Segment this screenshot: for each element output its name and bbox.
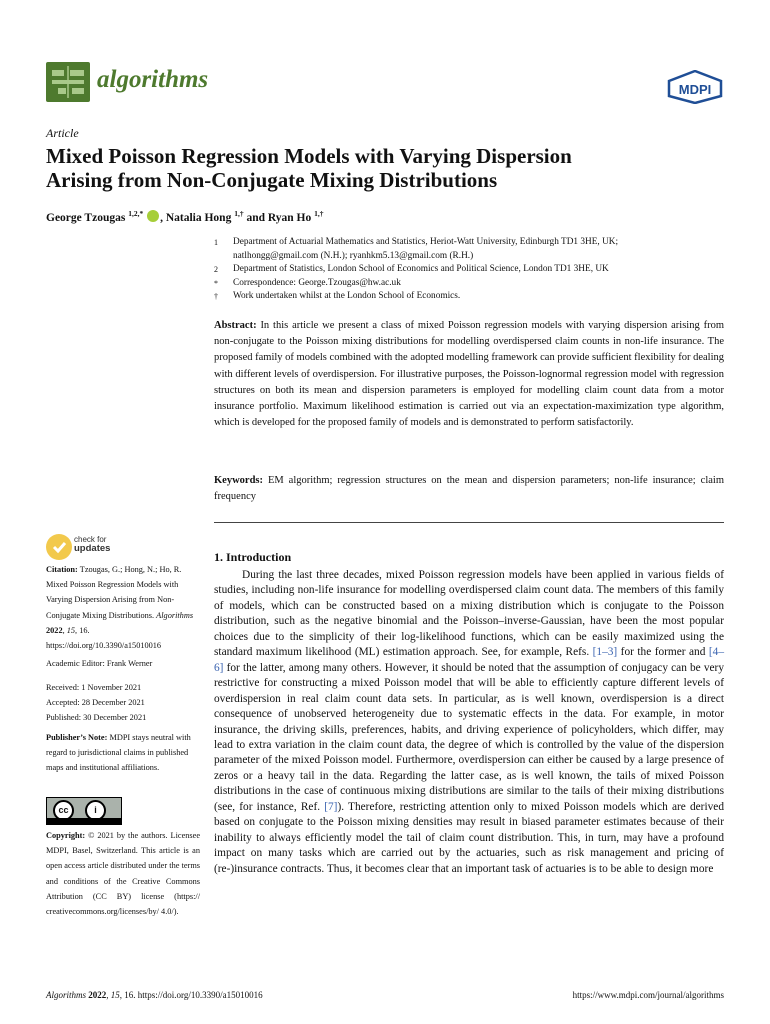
author-superscript: 1,2,*	[128, 209, 144, 218]
footer-year: 2022	[88, 990, 107, 1000]
footer-journal: Algorithms	[46, 990, 87, 1000]
page-title	[46, 144, 736, 192]
journal-name: algorithms	[97, 66, 209, 93]
author-superscript: 1,†	[234, 209, 244, 218]
mdpi-logo-text: MDPI	[678, 82, 712, 97]
cc-badge-bar	[47, 818, 121, 824]
paragraph-text: During the last three decades, mixed Poisson regression models have been applied in various fields of studies, including non-life insurance for modelling overdispersed claim count data. The members of this family of models, which can be constructed based on a mixing distribution which is conjugate to the Poisson distribution, such as the negative binomial and the Poisson–inverse-Gaussian, have been the most popular choices due to the simplicity of their log-likelihood functions, which can be easily maximized using the standard maximum likelihood (ML) estimation approach. See, for example, Refs.	[214, 569, 724, 659]
correspondence	[214, 277, 734, 291]
received-date: Received: 1 November 2021	[46, 683, 142, 692]
academic-editor: Academic Editor: Frank Werner	[46, 659, 153, 668]
publisher-note-text: MDPI stays neutral with regard to jurisdictional claims in published maps and institutional affiliations.	[46, 733, 191, 773]
article-type: Article	[46, 126, 79, 140]
paragraph-text: for the latter, among many others. However, it should be noted that the assumption of conjugacy can be very restrictive for constructing a mixed Poisson model that will be able to efficiently capture different levels of overdispersion in real claim count data sets. In particular, as is well known, overdispersion is a direct consequence of unobserved heterogeneity due to systematic effects in the data. For example, in motor insurance, the driving skills, preferences, habits, and driving experience of policyholders, which differ, may lead to extra variation in the claim count data, the degree of which is controlled by the value of the dispersion parameter of the mixed Poisson model. Furthermore, overdispersion can either be caused by a large presence of zeros or a heavy tail in the data. Regarding the latter case, as is well known, the tails of mixed Poisson distributions in the case of continuous mixing distributions are similar to the tails of their mixing distributions (see, for instance, Ref.	[214, 661, 724, 813]
abstract-label: Abstract:	[214, 320, 257, 331]
citation-text: Tzougas, G.; Hong, N.; Ho, R. Mixed Poisson Regression Models with Varying Dispersion Arising from Non-Conjugate Mixing Distributions.	[46, 565, 182, 620]
mdpi-logo	[666, 70, 724, 109]
check-updates-label	[74, 535, 110, 553]
introduction-body	[214, 568, 724, 877]
affiliations	[214, 236, 734, 304]
orcid-icon[interactable]	[147, 210, 159, 222]
footer-journal-url[interactable]: https://www.mdpi.com/journal/algorithms	[572, 990, 724, 1000]
divider	[214, 522, 724, 523]
affiliation-mark: 2	[214, 265, 218, 275]
affiliation-mark: 1	[214, 238, 218, 247]
abstract	[214, 318, 724, 431]
affiliation-emails[interactable]: natlhongg@gmail.com (N.H.); ryanhkm5.13@gmail.com (R.H.)	[233, 250, 474, 261]
publisher-note	[46, 730, 200, 776]
citation-link[interactable]: [1–3]	[592, 646, 618, 659]
footer-volume: 15	[110, 990, 120, 1000]
author-note	[214, 290, 734, 304]
publisher-note-label: Publisher’s Note:	[46, 733, 108, 742]
citation-year: 2022	[46, 625, 63, 635]
citation-label: Citation:	[46, 565, 78, 574]
journal-logo-icon	[46, 62, 90, 102]
footer-citation: Algorithms 2022, 15, 16. https://doi.org/10.3390/a15010016	[46, 990, 263, 1000]
accepted-date: Accepted: 28 December 2021	[46, 698, 145, 708]
author-name[interactable]: Natalia Hong	[165, 211, 232, 224]
affiliation-text: Department of Actuarial Mathematics and Statistics, Heriot-Watt University, Edinburgh TD1 3HE, UK;	[233, 237, 619, 247]
title-line-1: Mixed Poisson Regression Models with Varying Dispersion	[46, 144, 572, 168]
author-separator: ,	[160, 211, 166, 224]
affiliation-text: Department of Statistics, London School of Economics and Political Science, London TD1 3HE, UK	[233, 264, 609, 275]
check-updates-line1: check for	[74, 535, 107, 544]
citation-volume: 15	[66, 625, 76, 635]
citation-link[interactable]: [4–6]	[214, 646, 724, 674]
copyright-text: © 2021 by the authors. Licensee MDPI, Basel, Switzerland. This article is an open access article distributed under the terms and conditions of the Creative Commons Attribution (CC BY) license (https:// creativecommons.org/licenses/by/ 4.0/).	[46, 831, 200, 917]
author-name[interactable]: Ryan Ho	[267, 211, 312, 224]
author-superscript: 1,†	[314, 209, 324, 218]
check-updates-icon	[46, 534, 72, 560]
citation-link[interactable]: [7]	[324, 800, 338, 813]
affiliation-mark: †	[214, 292, 218, 302]
by-icon: i	[85, 800, 106, 821]
affiliation-mark: *	[214, 278, 218, 288]
paragraph-text: ). Therefore, restricting attention only to mixed Poisson models which are derived based on conjugate to the Poisson mixing densities may result in biased parameter estimates because of their inability to always efficiently model the tail of claim count distribution. This, in turn, may have a profound impact on many tasks which are carried out by the actuaries, such as risk management and pricing of (re-)insurance contracts. Thus, it becomes clear that an important task of actuaries is to be able to design more	[214, 800, 724, 875]
keywords-text: EM algorithm; regression structures on the mean and dispersion parameters; non-life insurance; claim frequency	[214, 475, 725, 503]
title-line-2: Arising from Non-Conjugate Mixing Distributions	[46, 168, 498, 192]
affiliation	[214, 236, 734, 263]
keywords	[214, 473, 724, 505]
cc-icon: cc	[53, 800, 74, 821]
paragraph	[214, 568, 724, 877]
check-updates-line2: updates	[74, 543, 111, 554]
citation: Citation: Tzougas, G.; Hong, N.; Ho, R. Mixed Poisson Regression Models with Varying Dispersion Arising from Non-Conjugate Mixing Distributions. Algorithms 2022, 15, 16. https://doi.org/10.3390/a15010016	[46, 565, 194, 651]
section-heading: 1. Introduction	[214, 550, 292, 564]
footer-doi[interactable]: , 16. https://doi.org/10.3390/a15010016	[119, 990, 263, 1000]
citation-journal: Algorithms	[156, 610, 194, 620]
correspondence-text[interactable]: Correspondence: George.Tzougas@hw.ac.uk	[233, 277, 401, 288]
author-list	[46, 209, 324, 224]
affiliation	[214, 263, 734, 277]
copyright	[46, 828, 200, 919]
author-name[interactable]: George Tzougas	[46, 211, 126, 224]
published-date: Published: 30 December 2021	[46, 713, 147, 723]
abstract-text: In this article we present a class of mixed Poisson regression models with varying dispersion arising from non-conjugate to the Poisson mixing distributions for modelling overdispersed claim counts in non-life insurance. The proposed family of models combined with the adopted modelling framework can provide sufficient flexibility for dealing with different levels of overdispersion. For illustrative purposes, the Poisson-lognormal regression model with regression structures on both its mean and dispersion parameters is employed for modelling claim count data from a motor insurance portfolio. Maximum likelihood estimation is carried out via an expectation-maximization type algorithm, which is developed for the proposed family of models and is demonstrated to perform satisfactorily.	[214, 320, 724, 429]
author-note-text: Work undertaken whilst at the London School of Economics.	[233, 291, 461, 302]
author-separator: and	[243, 211, 268, 224]
citation-doi[interactable]: , 16. https://doi.org/10.3390/a15010016	[46, 625, 162, 651]
copyright-label: Copyright:	[46, 831, 86, 840]
paragraph-text: for the former and	[617, 646, 709, 659]
dates	[46, 680, 200, 726]
keywords-label: Keywords:	[214, 475, 263, 486]
cc-by-license-badge[interactable]	[46, 797, 122, 825]
